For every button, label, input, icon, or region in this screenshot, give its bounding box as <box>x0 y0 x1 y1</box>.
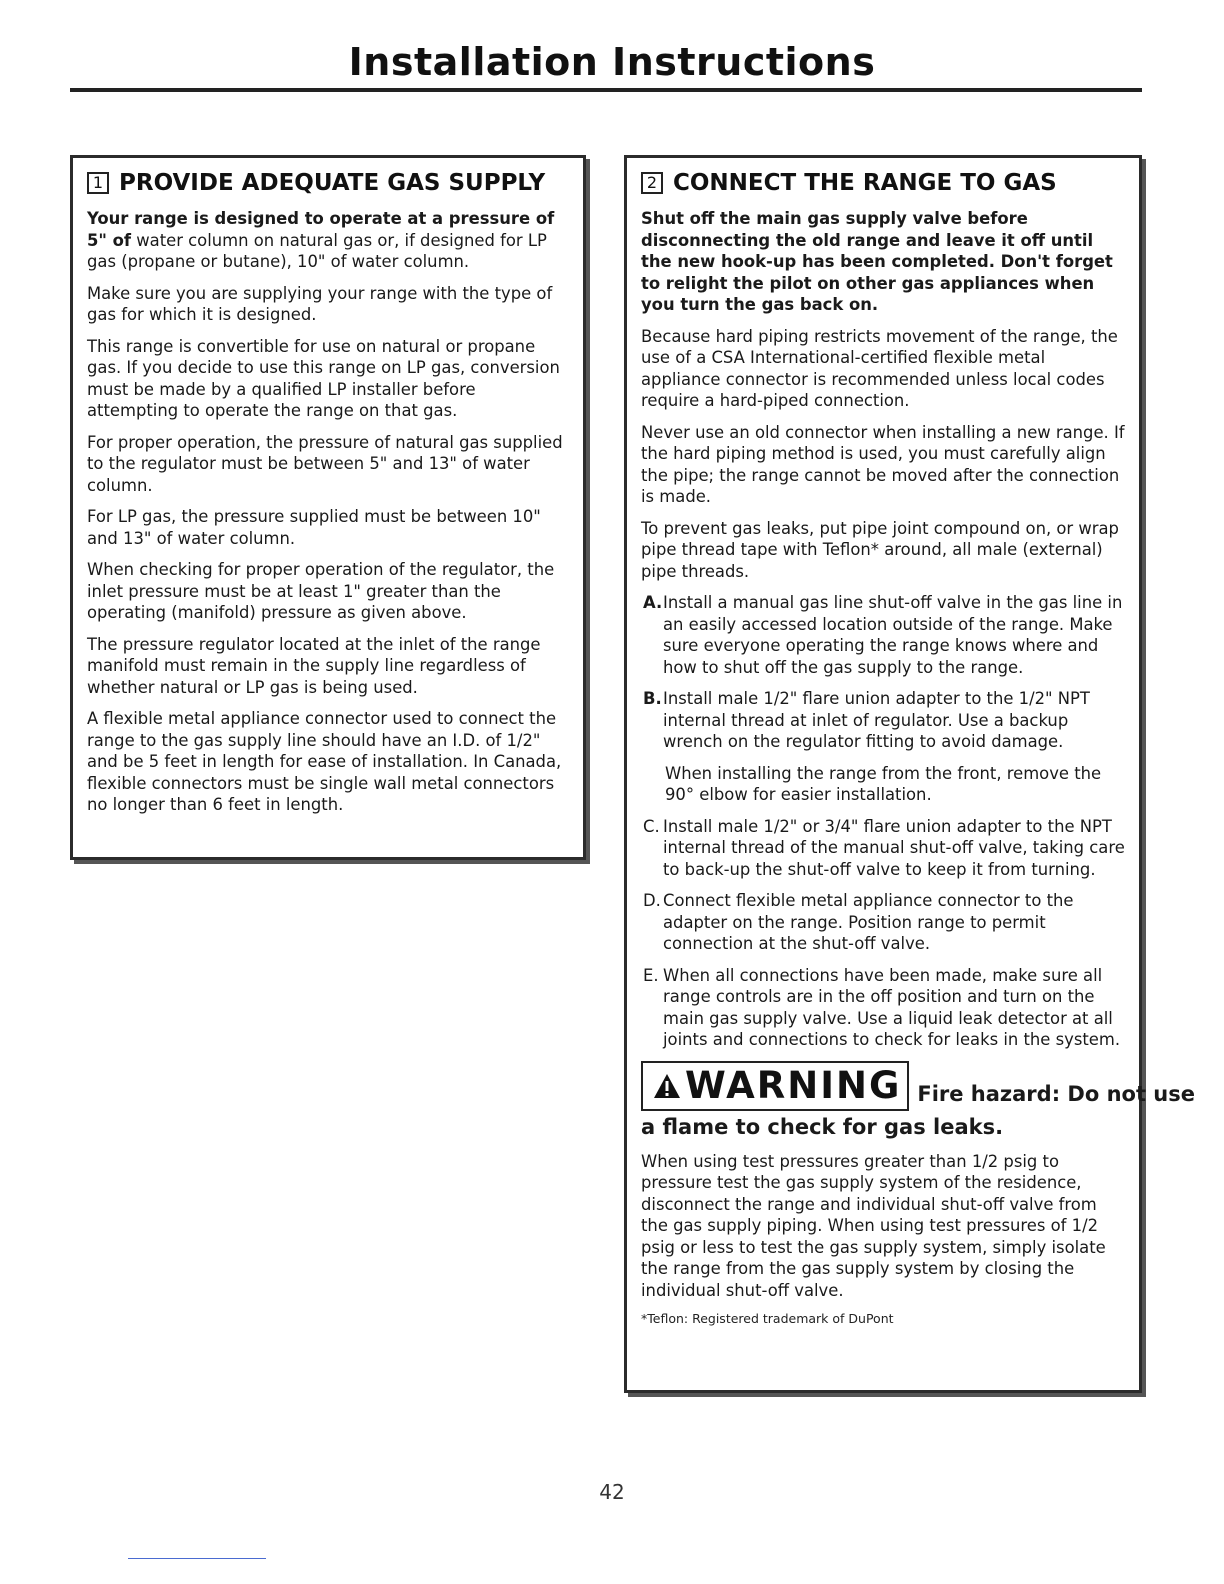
install-steps <box>641 592 1125 753</box>
footnote: *Teflon: Registered trademark of DuPont <box>641 1311 894 1326</box>
paragraph: Never use an old connector when installing a new range. If the hard piping method is used, you must carefully align the pipe; the range cannot be moved after the connection is made. <box>641 422 1125 506</box>
install-steps-continued <box>641 816 1125 1051</box>
paragraph: For LP gas, the pressure supplied must be between 10" and 13" of water column. <box>87 507 541 548</box>
step-text: Install male 1/2" flare union adapter to the 1/2" NPT internal thread at inlet of regulator. Use a backup wrench on the regulator fitting to avoid damage. <box>663 689 1090 751</box>
lead-rest-text: water column on natural gas or, if designed for LP gas (propane or butane), 10" of water column. <box>87 230 547 271</box>
list-item <box>641 688 1125 753</box>
paragraph: When checking for proper operation of the regulator, the inlet pressure must be at least 1" greater than the operating (manifold) pressure as given above. <box>87 560 555 622</box>
paragraph: Because hard piping restricts movement of the range, the use of a CSA International-certified flexible metal appliance connector is recommended unless local codes require a hard-piped connection. <box>641 326 1118 410</box>
warning-title-a: Fire hazard: Do not use <box>917 1081 1195 1106</box>
step-marker: D. <box>643 891 661 910</box>
paragraph: To prevent gas leaks, put pipe joint compound on, or wrap pipe thread tape with Teflon* around, all male (external) pipe threads. <box>641 518 1119 581</box>
panel-gas-supply <box>70 155 586 860</box>
warning-header <box>641 1061 1195 1111</box>
paragraph: For proper operation, the pressure of natural gas supplied to the regulator must be between 5" and 13" of water column. <box>87 432 563 495</box>
lead-paragraph <box>87 208 569 273</box>
warning-triangle-icon <box>653 1073 681 1099</box>
list-item <box>641 890 1125 955</box>
step-text: Connect flexible metal appliance connector to the adapter on the range. Position range to permit connection at the shut-off valve. <box>663 891 1074 953</box>
step-text: Install a manual gas line shut-off valve in the gas line in an easily accessed location outside of the range. Make sure everyone operating the range knows where and how to shut off the gas supply to the range. <box>663 593 1123 677</box>
warning-title-b: a flame to check for gas leaks. <box>641 1114 1004 1139</box>
lead-bold-text: Your range is designed to operate at a pressure of 5" of <box>87 209 555 250</box>
list-item <box>641 816 1125 881</box>
step-marker: E. <box>643 965 659 985</box>
bottom-rule <box>128 1558 266 1559</box>
step-marker: C. <box>643 816 660 836</box>
paragraph: This range is convertible for use on natural or propane gas. If you decide to use this range on LP gas, conversion must be made by a qualified LP installer before attempting to operate the range on that gas. <box>87 336 560 420</box>
step-number-1: 1 <box>87 172 109 194</box>
section-heading-gas-supply <box>87 170 569 196</box>
step-b-note: When installing the range from the front, remove the 90° elbow for easier installation. <box>665 763 1102 804</box>
paragraph: A flexible metal appliance connector used to connect the range to the gas supply line should have an I.D. of 1/2" and be 5 feet in length for ease of installation. In Canada, flexible connectors must be single wall metal connectors no longer than 6 feet in length. <box>87 709 562 814</box>
page-number: 42 <box>599 1480 625 1504</box>
step-number-2: 2 <box>641 172 663 194</box>
warning-label: WARNING <box>685 1064 902 1107</box>
warning-body: When using test pressures greater than 1/2 psig to pressure test the gas supply system of the residence, disconnect the range and individual shut-off valve from the gas supply piping. When using test pressures of 1/2 psig or less to test the gas supply system, simply isolate the range from the gas supply system by closing the individual shut-off valve. <box>641 1151 1106 1300</box>
heading-text: CONNECT THE RANGE TO GAS <box>673 170 1057 196</box>
page-title: Installation Instructions <box>348 40 876 84</box>
warning-badge <box>641 1061 909 1111</box>
heading-text: PROVIDE ADEQUATE GAS SUPPLY <box>119 170 546 196</box>
step-text: When all connections have been made, make sure all range controls are in the off position and turn on the main gas supply valve. Use a liquid leak detector at all joints and connections to check for leaks in the system. <box>663 965 1121 1049</box>
section-heading-connect-gas <box>641 170 1125 196</box>
step-text: Install male 1/2" or 3/4" flare union adapter to the NPT internal thread of the manual shut-off valve, taking care to back-up the shut-off valve to keep it from turning. <box>663 816 1125 879</box>
step-marker: B. <box>643 689 662 708</box>
step-marker: A. <box>643 593 663 612</box>
paragraph: Make sure you are supplying your range with the type of gas for which it is designed. <box>87 283 553 324</box>
list-item <box>641 965 1125 1051</box>
panel-connect-gas <box>624 155 1195 1393</box>
lead-paragraph: Shut off the main gas supply valve before disconnecting the old range and leave it off until the new hook-up has been completed. Don't forget to relight the pilot on other gas appliances when you turn the gas back on. <box>641 209 1113 314</box>
list-item <box>641 592 1125 678</box>
title-divider <box>70 88 1142 92</box>
paragraph: The pressure regulator located at the inlet of the range manifold must remain in the supply line regardless of whether natural or LP gas is being used. <box>87 634 541 697</box>
